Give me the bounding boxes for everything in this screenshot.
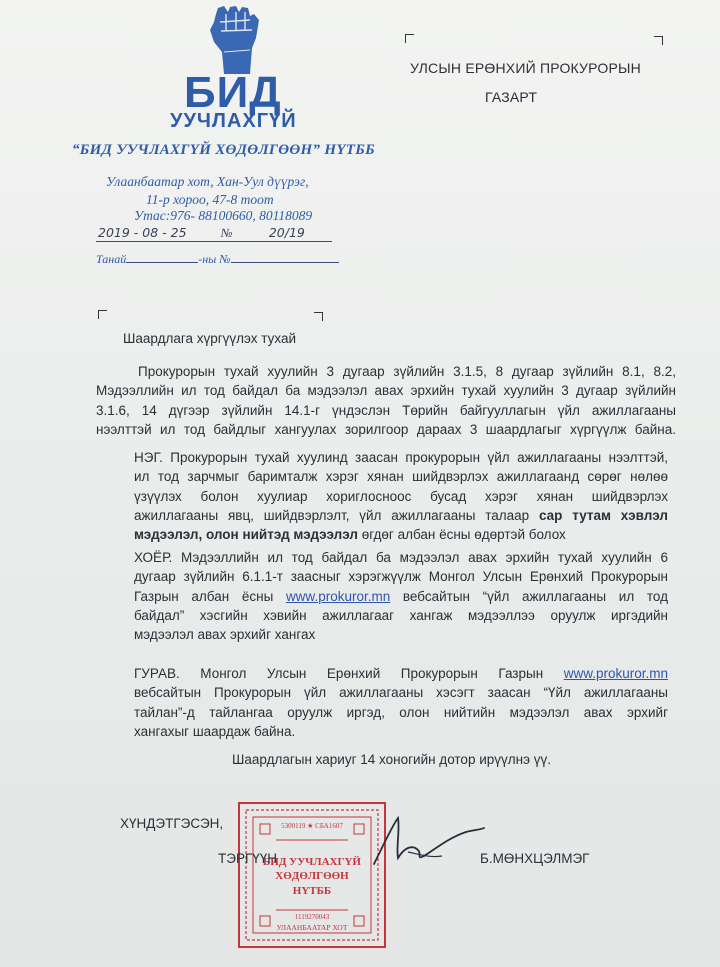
address-line-1: Улаанбаатар хот, Хан-Уул дүүрэг, xyxy=(106,174,309,189)
date-underline xyxy=(96,241,332,242)
text-line xyxy=(134,587,668,606)
text-line xyxy=(134,506,668,525)
text-line: вебсайтын Прокурорын үйл ажиллагааны хэсэгт заасан “Үйл ажиллагааны xyxy=(134,685,668,701)
corner-mark xyxy=(98,310,107,319)
stamp-city: УЛААНБААТАР ХОТ xyxy=(276,923,348,932)
text-segment: ажиллагааны явц, шийдвэрлэлт, үйл ажиллагааны талаар xyxy=(134,507,539,523)
number-label: № xyxy=(220,226,233,240)
text-line: тайлан”-д тайлангаа оруулж иргэд, олон нийтийн мэдээлэл авах эрхийг xyxy=(134,704,668,720)
org-name: “БИД УУЧЛАХГҮЙ ХӨДӨЛГӨӨН” НҮТББ xyxy=(72,142,375,158)
text-line xyxy=(134,525,668,544)
stamp-line-2: ХӨДӨЛГӨӨН xyxy=(275,870,349,882)
stamp-reg-bottom: 1119270043 xyxy=(294,913,330,921)
text-line: ХОЁР. Мэдээллийн ил тод байдал ба мэдээлэл авах эрхийн тухай хуулийн 6 xyxy=(134,550,668,565)
signer-title: ТЭРГҮҮН xyxy=(218,851,278,866)
stamp-line-1: БИД УУЧЛАХГҮЙ xyxy=(263,856,361,868)
signoff-respect: ХҮНДЭТГЭСЭН, xyxy=(120,816,224,831)
text-line: нээлттэй ил тод байдлыг хангуулах зорилгоор дараах 3 шаардлагыг хүргүүлж байна. xyxy=(96,421,676,437)
text-line: Прокурорын тухай хуулийн 3 дугаар зүйлийн 3.1.5, 8 дугаар зүйлийн 8.1, 8.2, xyxy=(138,364,676,379)
raised-fist-icon xyxy=(204,4,266,76)
logo-wordmark: БИД xyxy=(184,68,282,117)
logo-subtitle: УУЧЛАХГҮЙ xyxy=(170,110,297,132)
text-segment: өгдөг албан ёсны өдөртэй болох xyxy=(357,527,566,543)
text-line: үзүүлэх болон хуулиар хориглосноос бусад хэрэг хянан шийдвэрлэх xyxy=(134,488,668,504)
org-logo xyxy=(170,4,310,136)
corner-mark xyxy=(654,36,663,45)
text-line: байдал” хэсгийн хэвийн ажиллагааг хангаж мэдээллээ оруулж иргэдийн xyxy=(134,607,668,623)
corner-mark xyxy=(314,312,323,321)
text-line: дугаар зүйлийн 6.1.1-т заасныг хэрэгжүүлж Монгол Улсын Ерөнхий Прокурорын xyxy=(134,569,668,585)
demand-item-1 xyxy=(134,448,668,544)
phone-line: Утас:976- 88100660, 80118089 xyxy=(134,208,313,223)
text-line: 3.1.6, 14 дүгээр зүйлийн 14.1-г үндэслэн Төрийн байгууллагын үйл ажиллагааны xyxy=(96,402,676,418)
bold-segment: мэдээлэл, олон нийтэд мэдээлэл xyxy=(134,527,358,543)
letter-subject: Шаардлага хүргүүлэх тухай xyxy=(123,331,297,346)
text-line xyxy=(134,664,668,683)
reference-line xyxy=(96,252,339,267)
date-number-line xyxy=(98,225,305,241)
corner-mark xyxy=(405,34,414,43)
stamp-line-3: НҮТББ xyxy=(292,885,332,897)
text-line: хангахыг шаардаж байна. xyxy=(134,723,296,739)
bold-segment: сар тутам хэвлэл xyxy=(539,507,668,523)
handwritten-signature xyxy=(368,812,488,872)
reference-label: Танай xyxy=(96,252,127,266)
prokuror-website-link[interactable]: www.prokuror.mn xyxy=(285,588,391,604)
stamp-reg-top: 5300119 ★ СБА1607 xyxy=(281,822,343,830)
text-line: Мэдээллийн ил тод байдал ба мэдээлэл авах эрхийн тухай хуулийн 3 дугаар зүйлийн xyxy=(96,383,676,399)
intro-paragraph xyxy=(96,362,676,439)
recipient-line-2: ГАЗАРТ xyxy=(485,89,538,105)
text-line: НЭГ. Прокурорын тухай хуулинд заасан прокурорын үйл ажиллагааны нээлттэй, xyxy=(134,450,668,465)
text-line: ил тод зарчмыг баримталж хэрэг хянан шийдвэрлэх ажиллагаанд сөрөг нөлөө xyxy=(134,469,668,485)
signer-name: Б.МӨНХЦЭЛМЭГ xyxy=(480,851,590,866)
text-segment: Газрын албан ёсны xyxy=(134,588,286,604)
text-line: мэдээлэл авах эрхийг хангах xyxy=(134,627,316,643)
closing-line: Шаардлагын хариуг 14 хоногийн дотор ирүүлнэ үү. xyxy=(232,752,551,767)
demand-item-3 xyxy=(134,664,668,741)
reference-suffix: -ны № xyxy=(198,252,231,266)
text-segment: вебсайтын “үйл ажиллагааны ил тод xyxy=(390,588,668,604)
letter-number: 20/19 xyxy=(268,225,305,240)
recipient-line-1: УЛСЫН ЕРӨНХИЙ ПРОКУРОРЫН xyxy=(410,60,641,76)
letter-date: 2019 - 08 - 25 xyxy=(98,225,187,240)
text-segment: ГУРАВ. Монгол Улсын Ерөнхий Прокурорын Газрын xyxy=(134,666,564,681)
demand-item-2 xyxy=(134,548,668,644)
prokuror-website-link[interactable]: www.prokuror.mn xyxy=(563,666,668,681)
address-line-2: 11-р хороо, 47-8 тоот xyxy=(146,192,274,207)
